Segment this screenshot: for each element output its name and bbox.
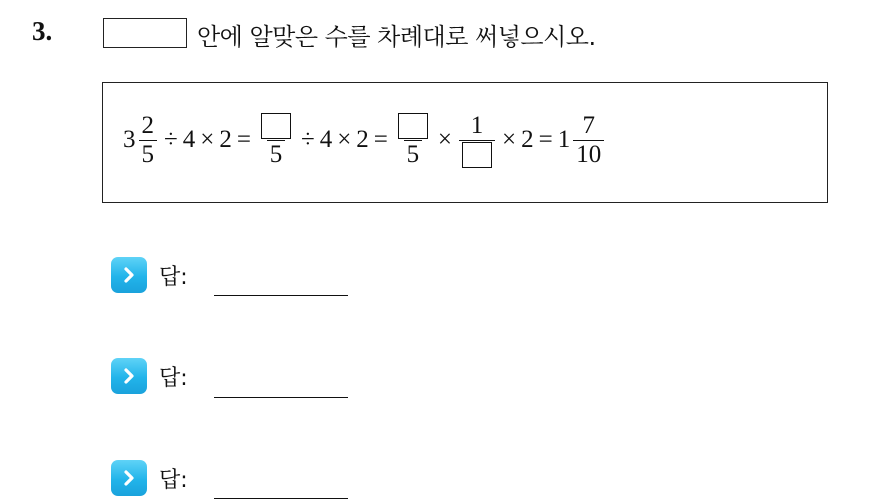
mixed-fraction (139, 112, 158, 169)
fraction-denominator: 5 (139, 140, 158, 169)
answer-row-3 (111, 458, 188, 498)
fraction-denominator: 10 (573, 140, 604, 169)
answer-blank-1[interactable] (261, 113, 291, 139)
fraction-blank-2 (395, 112, 431, 169)
answer-line-3[interactable] (214, 498, 348, 499)
fraction-denominator: 5 (404, 140, 423, 169)
number-4: 4 (319, 126, 333, 153)
times-sign: × (337, 126, 352, 153)
fraction-numerator: 1 (470, 112, 484, 139)
equation (123, 105, 606, 175)
equals-sign: = (236, 126, 251, 153)
divide-sign: ÷ (164, 126, 178, 153)
answer-row-2 (111, 356, 188, 396)
fraction-numerator: 2 (141, 112, 154, 139)
answer-blank-2[interactable] (398, 113, 428, 139)
times-sign: × (200, 126, 215, 153)
mixed-whole: 3 (123, 126, 136, 153)
fraction-denominator: 5 (267, 140, 286, 169)
answer-label: 답: (159, 467, 188, 493)
answer-line-2[interactable] (214, 397, 348, 398)
fraction-blank-3 (459, 112, 495, 169)
equals-sign: = (538, 126, 553, 153)
divide-sign: ÷ (300, 126, 315, 153)
answer-blank-3[interactable] (462, 142, 492, 168)
answer-line-1[interactable] (214, 295, 348, 296)
answer-label: 답: (159, 365, 188, 391)
result-fraction (573, 112, 604, 169)
chevron-right-icon (111, 460, 147, 496)
fraction-numerator: 7 (582, 112, 595, 139)
number-2: 2 (356, 126, 369, 153)
result-whole: 1 (557, 126, 571, 153)
equation-box (102, 82, 828, 203)
chevron-right-icon (111, 358, 147, 394)
number-2: 2 (219, 126, 232, 153)
number-4: 4 (182, 126, 196, 153)
blank-box-legend (103, 18, 187, 48)
answer-row-1 (111, 255, 188, 295)
times-sign: × (437, 126, 453, 153)
times-sign: × (502, 126, 517, 153)
number-2: 2 (521, 126, 534, 153)
fraction-blank-1 (258, 112, 294, 169)
answer-label: 답: (159, 264, 188, 290)
question-instruction: 안에 알맞은 수를 차례대로 써넣으시오. (197, 23, 596, 51)
chevron-right-icon (111, 257, 147, 293)
equals-sign: = (373, 126, 388, 153)
question-number: 3. (32, 16, 53, 46)
